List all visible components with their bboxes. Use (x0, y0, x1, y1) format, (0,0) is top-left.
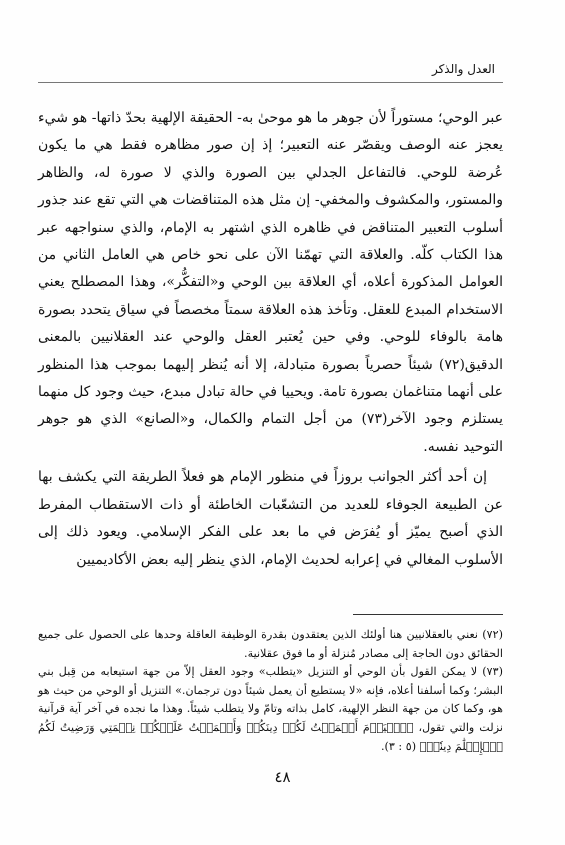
footnotes (38, 626, 503, 756)
footnote-73: (٧٣) لا يمكن القول بأن الوحي أو التنزيل «يتطلب» وجود العقل إلاّ من جهة استيعابه من قِبل بني البشر؛ وكما أسلفنا أعلاه، فإنه «لا يستطيع أن يعمل شيئاً دون ترجمان.» التنزيل أو الوحي من حيث هو هو، وكما كان من جهة النظر الإلهية، كامل بذاته وتامّ ولا يتطلب شيئاً. وهذا ما نجده في آخر آية قرآنية نزلت والتي تقول، ﴿ٱلۡيَوۡمَ أَكۡمَلۡتُ لَكُمۡ دِينَكُمۡ وَأَتۡمَمۡتُ عَلَيۡكُمۡ نِعۡمَتِي وَرَضِيتُ لَكُمُ ٱلۡإِسۡلَٰمَ دِينٗاۚ﴾ (٥ : ٣). (38, 665, 503, 753)
page-number: ٤٨ (274, 768, 291, 786)
paragraph-2: إن أحد أكثر الجوانب بروزاً في منظور الإمام هو فعلاً الطريقة التي يكشف بها عن الطبيعة الجوفاء للعديد من التشعّبات الخاطئة أو ذات الاستقطاب المفرط الذي أصبح يميّز أو يُفرَض في ما بعد على الفكر الإسلامي. ويعود ذلك إلى الأسلوب المغالي في إعرابه لحديث الإمام، الذي ينظر إليه بعض الأكاديميين (38, 469, 503, 568)
running-title: العدل والذكر (431, 62, 495, 76)
header-rule (38, 82, 503, 83)
paragraph-1: عبر الوحي؛ مستوراً لأن جوهر ما هو موحىٰ به- الحقيقة الإلهية بحدّ ذاتها- هو شيء يعجز عنه الوصف ويقصّر عنه التعبير؛ إذ إن صور مظاهره فقط هي ما يكون عُرضة للوحي. فالتفاعل الجدلي بين الصورة والذي لا صورة له، والظاهر والمستور، والمكشوف والمخفي- إن مثل هذه المتناقضات هي التي تقع عند جذور أسلوب التعبير المتناقض في ظاهره الذي اشتهر به الإمام، والذي سنواجهه عبر هذا الكتاب كلّه. والعلاقة التي تهمّنا الآن على نحو خاص هي العامل الثاني من العوامل المذكورة أعلاه، أي العلاقة بين الوحي و«التفكُّر»، وهذا المصطلح يعني الاستخدام المبدع للعقل. وتأخذ هذه العلاقة سمتاً مخصصاً في سياق يتحدد بصورة هامة بالوفاء للوحي. وفي حين يُعتبر العقل والوحي عند العقلانيين بالمعنى الدقيق(٧٢) شيئاً حصرياً بصورة متبادلة، إلا أنه يُنظر إليهما بموجب هذا المنظور على أنهما متناغمان بصورة تامة. ويحييا في حالة تبادل مبدع، حيث وجود كل منهما يستلزم وجود الآخر(٧٣) من أجل التمام والكمال، و«الصانع» الذي هو جوهر التوحيد نفسه. (38, 110, 503, 455)
footnote-separator (353, 614, 503, 615)
main-text (38, 105, 503, 574)
footnote-72: (٧٢) نعني بالعقلانيين هنا أولئك الذين يعتقدون بقدرة الوظيفة العاقلة وحدها على الحصول على جميع الحقائق دون الحاجة إلى مصادر مُنزلة أو ما فوق عقلانية. (38, 628, 503, 660)
